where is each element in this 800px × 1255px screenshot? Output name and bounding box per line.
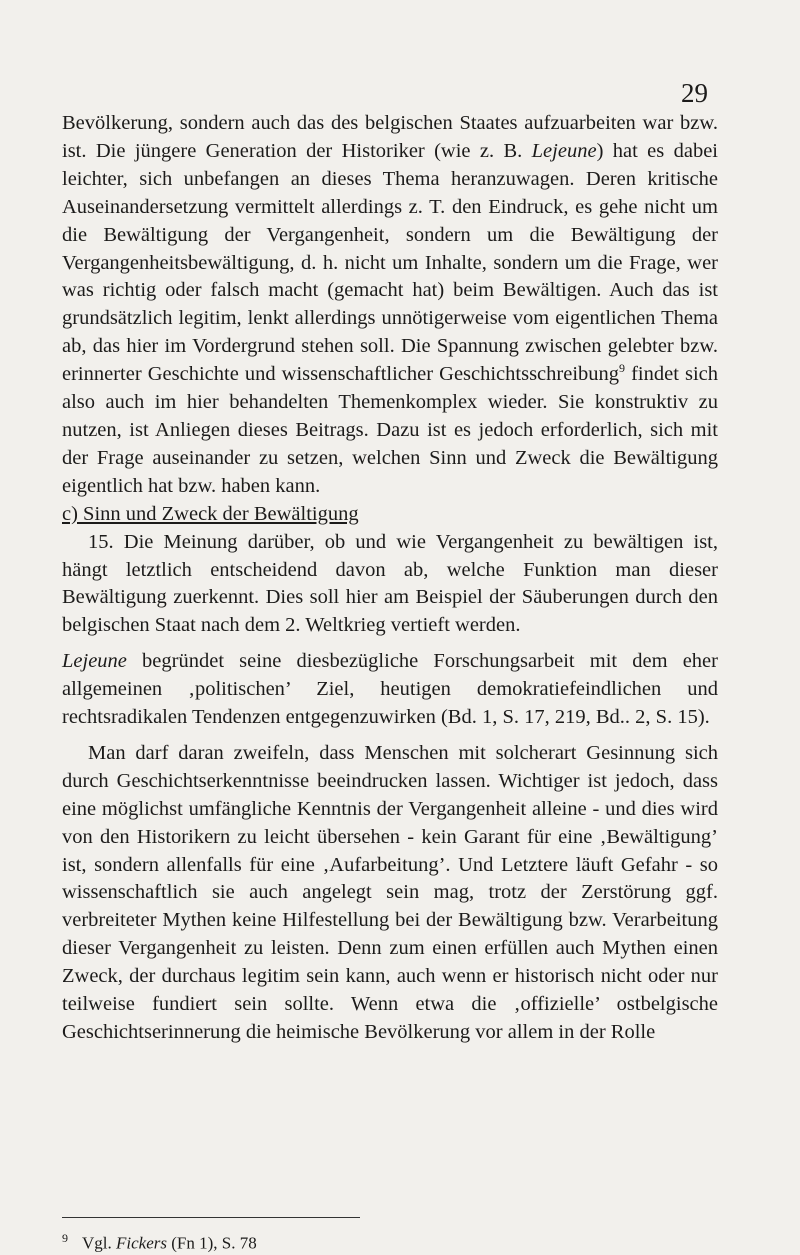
body-text bbox=[62, 110, 718, 1047]
paragraph-2: 15. Die Meinung darüber, ob und wie Vergangenheit zu bewältigen ist, hängt letztlich entscheidend davon ab, welche Funktion man dieser Bewältigung zuerkennt. Dies soll hier am Beispiel der Säuberungen durch den belgischen Staat nach dem 2. Weltkrieg vertieft werden. bbox=[62, 530, 718, 637]
footnote-9 bbox=[62, 1227, 718, 1255]
paragraph-4: Man darf daran zweifeln, dass Menschen mit solcherart Gesinnung sich durch Geschichtserkenntnisse beeindrucken lassen. Wichtiger ist jedoch, dass eine möglichst umfängliche Kenntnis der Vergangenheit alleine - und dies wird von den Historikern zu leicht übersehen - kein Garant für eine ‚Bewältigung’ ist, sondern allenfalls für eine ‚Aufarbeitung’. Und Letztere läuft Gefahr - so wissenschaftlich sie auch angelegt sein mag, trotz der Zerstörung ggf. verbreiteter Mythen keine Hilfestellung bei der Bewältigung bzw. Verarbeitung dieser Vergangenheit zu leisten. Denn zum einen erfüllen auch Mythen einen Zweck, der durchaus legitim sein kann, auch wenn er historisch nicht oder nur teilweise fundiert sein sollte. Wenn etwa die ‚offizielle’ ostbelgische Geschichtserinnerung die heimische Bevölkerung vor allem in der Rolle bbox=[62, 741, 718, 1043]
paragraph-3 bbox=[62, 648, 718, 732]
footnote-divider bbox=[62, 1217, 360, 1218]
footnote-text-b: (Fn 1), S. 78 bbox=[166, 1233, 257, 1253]
footnote-author: Fickers bbox=[116, 1233, 167, 1253]
paragraph-1-part-b: ) hat es dabei leichter, sich unbefangen an dieses Thema heranzuwagen. Deren kritische Auseinandersetzung vermittelt allerdings z. T. den Eindruck, es gehe nicht um die Bewältigung der Vergangenheit, sondern um die Bewältigung der Vergangenheitsbewältigung, d. h. nicht um Inhalte, sondern um die Frage, wer was richtig oder falsch macht (gemacht hat) beim Bewältigen. Auch das ist grundsätzlich legitim, lenkt allerdings unnötigerweise vom eigentlichen Thema ab, das hier im Vordergrund stehen soll. Die Spannung zwischen gelebter bzw. erinnerter Geschichte und wissenschaftlicher Geschichtsschreibung bbox=[62, 139, 718, 386]
paragraph-3-text: begründet seine diesbezügliche Forschungsarbeit mit dem eher allgemeinen ‚politischen’ Ziel, heutigen demokratiefeindlichen und rechtsradikalen Tendenzen entgegenzuwirken (Bd. 1, S. 17, 219, Bd.. 2, S. 15). bbox=[62, 650, 718, 729]
footnote-reference-9[interactable]: 9 bbox=[619, 361, 626, 376]
footnote-text-a: Vgl. bbox=[82, 1233, 116, 1253]
paragraph-1-part-a: Bevölkerung, sondern auch das des belgischen Staates aufzuarbeiten war bzw. ist. Die jüngere Generation der Historiker (wie z. B. bbox=[62, 112, 718, 162]
page-number: 29 bbox=[681, 78, 708, 108]
footnote-number: 9 bbox=[62, 1231, 68, 1245]
paragraph-1-part-c: findet sich also auch im hier behandelten Themenkomplex wieder. Sie konstruktiv zu nutzen, ist Anliegen dieses Beitrags. Dazu ist es jedoch erforderlich, sich mit der Frage auseinander zu setzen, welchen Sinn und Zweck die Bewältigung eigentlich hat bzw. haben kann. bbox=[62, 363, 718, 497]
paragraph-1 bbox=[62, 110, 718, 501]
section-heading: c) Sinn und Zweck der Bewältigung bbox=[62, 502, 359, 525]
author-name-lejeune-2: Lejeune bbox=[62, 650, 127, 673]
author-name-lejeune: Lejeune bbox=[531, 139, 597, 162]
